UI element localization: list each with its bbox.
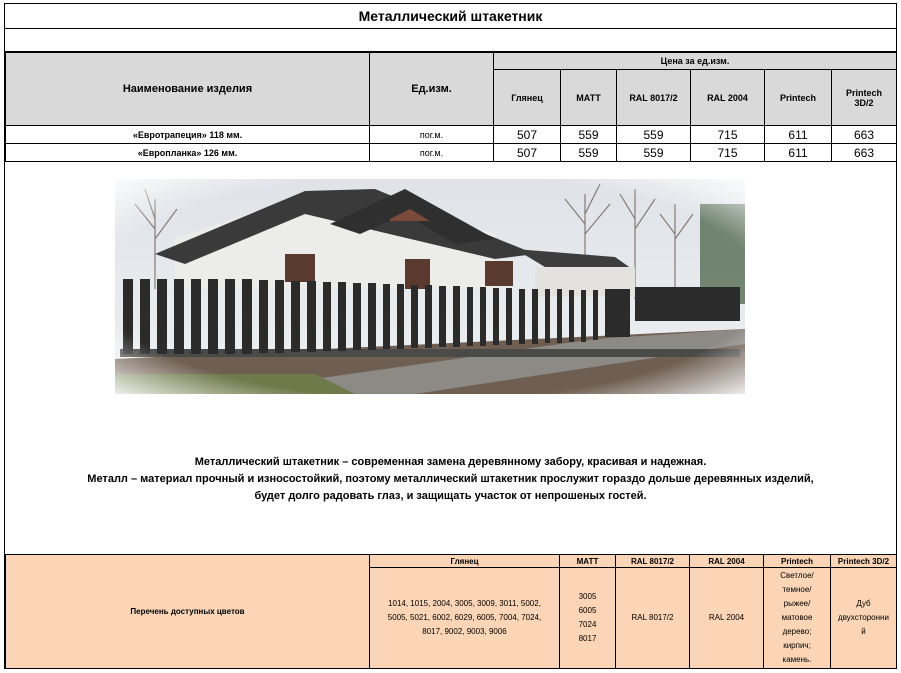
price-cell: 559	[561, 144, 617, 162]
colors-header: МАТТ	[560, 555, 616, 568]
matt-colors	[560, 568, 616, 669]
price-cell: 663	[832, 126, 897, 144]
price-cell: 559	[561, 126, 617, 144]
price-cell: 715	[691, 126, 765, 144]
colors-header: Глянец	[370, 555, 560, 568]
printech3d-line: й	[861, 627, 866, 636]
price-cell: 507	[494, 144, 561, 162]
color-code: 7024	[578, 620, 597, 629]
table-row	[6, 144, 897, 162]
colors-table	[5, 554, 897, 669]
printech-line: Светлое/	[780, 571, 814, 580]
printech-line: рыжее/	[783, 599, 811, 608]
price-cell: 559	[617, 126, 691, 144]
color-code: 8017	[578, 634, 597, 643]
product-name: «Евротрапеция» 118 мм.	[6, 126, 370, 144]
col-header-name: Наименование изделия	[6, 53, 370, 126]
col-header-finish: Printech 3D/2	[832, 70, 897, 126]
price-table	[5, 52, 897, 162]
colors-header: RAL 8017/2	[616, 555, 690, 568]
colors-label: Перечень доступных цветов	[6, 555, 370, 669]
color-code: 6005	[578, 606, 597, 615]
sheet-title: Металлический штакетник	[5, 4, 896, 29]
printech3d-line: Дуб	[856, 599, 871, 608]
col-header-finish: Глянец	[494, 70, 561, 126]
colors-header: Printech	[764, 555, 831, 568]
colors-header: RAL 2004	[690, 555, 764, 568]
printech-line: камень.	[782, 655, 812, 664]
col-header-finish: RAL 8017/2	[617, 70, 691, 126]
price-cell: 611	[765, 126, 832, 144]
printech3d-line: двухсторонни	[838, 613, 889, 622]
product-name: «Европланка» 126 мм.	[6, 144, 370, 162]
ral8017-colors: RAL 8017/2	[616, 568, 690, 669]
description-line: Металл – материал прочный и износостойкий, поэтому металлический штакетник прослужит гораздо дольше деревянных изделий,	[87, 473, 814, 485]
color-code: 3005	[578, 592, 597, 601]
house-fence-photo	[115, 179, 745, 394]
blank-row	[5, 29, 896, 52]
price-cell: 611	[765, 144, 832, 162]
col-header-finish: RAL 2004	[691, 70, 765, 126]
price-sheet	[4, 3, 897, 669]
printech-line: матовое	[781, 613, 813, 622]
printech-colors	[764, 568, 831, 669]
printech-line: темное/	[782, 585, 812, 594]
printech3d-colors	[831, 568, 897, 669]
product-unit: пог.м.	[370, 144, 494, 162]
photo-area	[5, 164, 896, 555]
price-cell: 559	[617, 144, 691, 162]
col-header-unit: Ед.изм.	[370, 53, 494, 126]
gloss-colors: 1014, 1015, 2004, 3005, 3009, 3011, 5002, 5005, 5021, 6002, 6029, 6005, 7004, 7024, 8017, 9002, 9003, 9006	[370, 568, 560, 669]
printech-line: кирпич;	[783, 641, 811, 650]
colors-header: Printech 3D/2	[831, 555, 897, 568]
price-cell: 663	[832, 144, 897, 162]
description-line: Металлический штакетник – современная замена деревянному забору, красивая и надежная.	[194, 456, 707, 468]
col-header-price-group: Цена за ед.изм.	[494, 53, 897, 70]
description-text	[5, 454, 896, 505]
price-cell: 507	[494, 126, 561, 144]
col-header-finish: Printech	[765, 70, 832, 126]
product-unit: пог.м.	[370, 126, 494, 144]
printech-line: дерево;	[782, 627, 812, 636]
col-header-finish: МАТТ	[561, 70, 617, 126]
ral2004-colors: RAL 2004	[690, 568, 764, 669]
description-line: будет долго радовать глаз, и защищать участок от непрошеных гостей.	[254, 490, 647, 502]
table-row	[6, 126, 897, 144]
price-cell: 715	[691, 144, 765, 162]
